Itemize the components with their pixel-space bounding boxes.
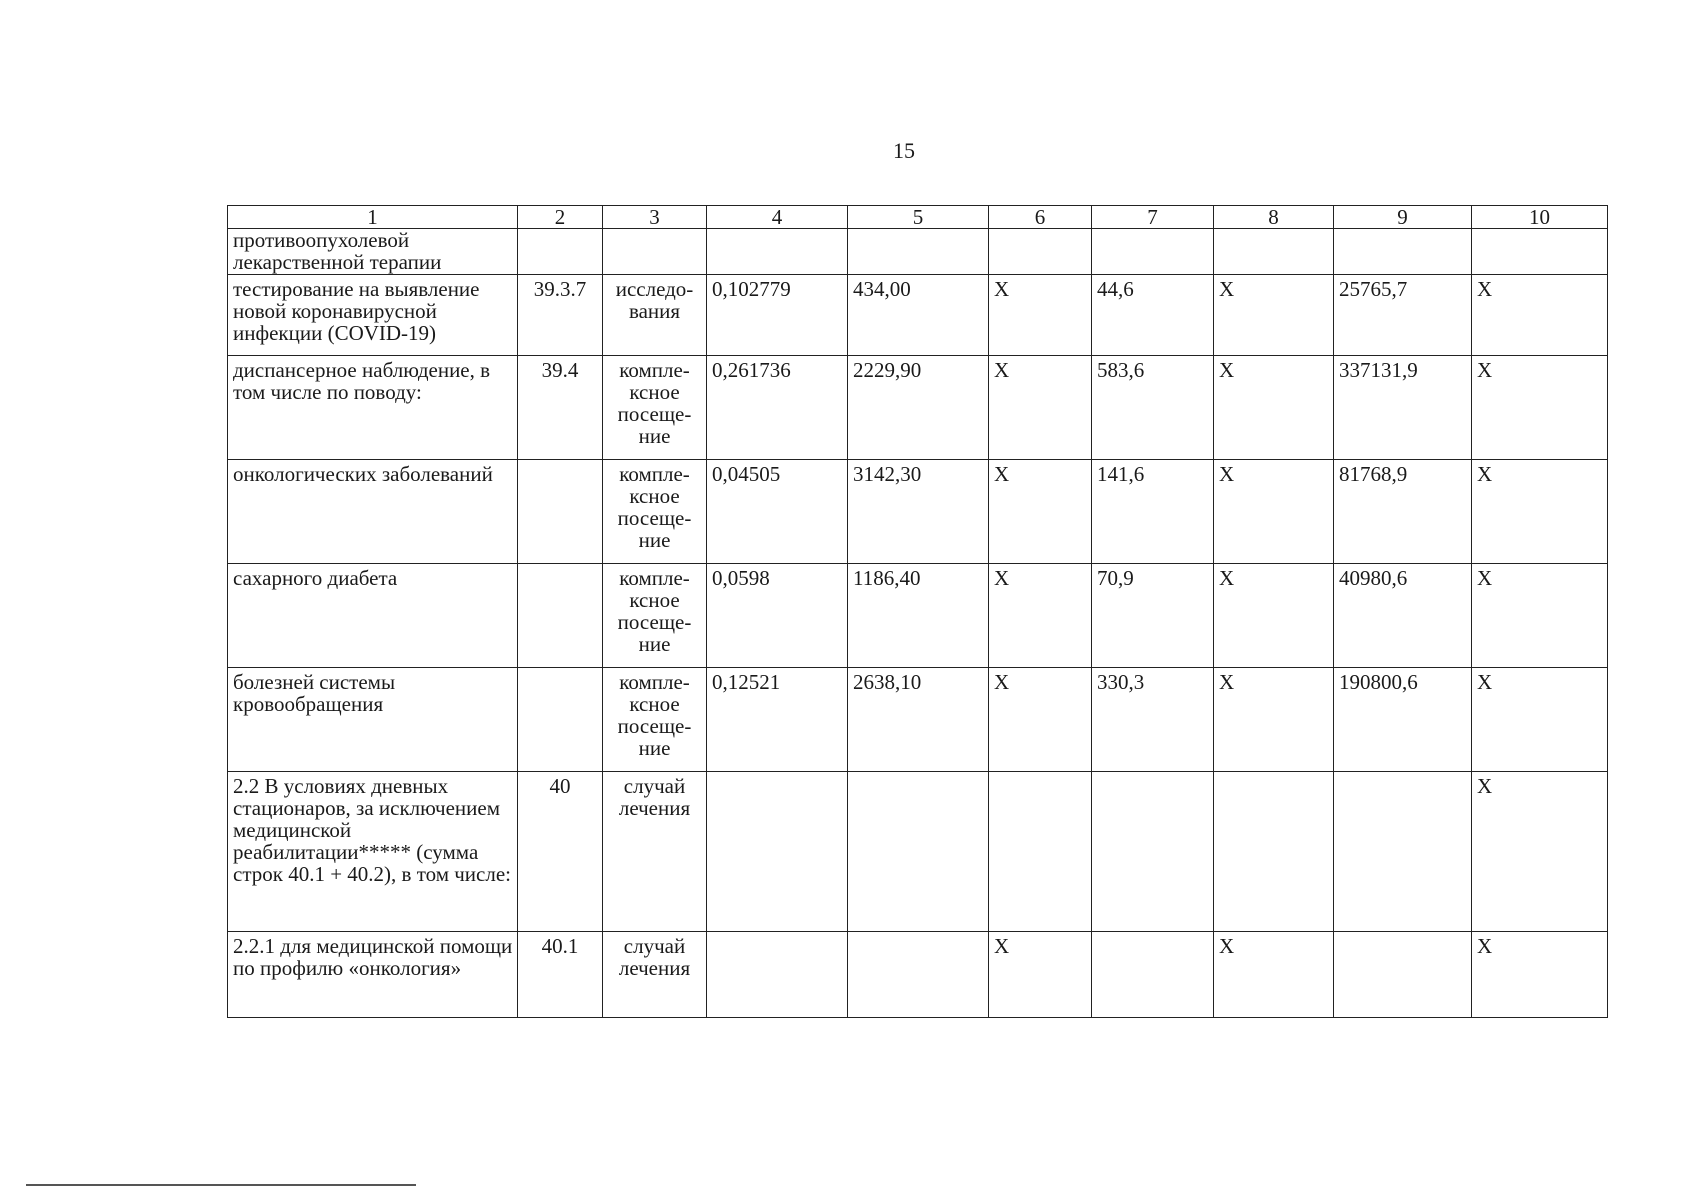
table-row	[228, 932, 1608, 1018]
table-cell: 1186,40	[848, 564, 989, 668]
table-cell: 190800,6	[1334, 668, 1472, 772]
table-row	[228, 229, 1608, 275]
table-cell: 70,9	[1092, 564, 1214, 668]
table-cell: 3142,30	[848, 460, 989, 564]
table-cell: X	[989, 275, 1092, 356]
table-cell: X	[989, 668, 1092, 772]
table-cell: 583,6	[1092, 356, 1214, 460]
header-cell: 3	[603, 206, 707, 229]
table-cell: 337131,9	[1334, 356, 1472, 460]
table-cell	[1214, 229, 1334, 275]
table-cell	[707, 229, 848, 275]
table-cell: тестирование на выявление новой коронавирусной инфекции (COVID-19)	[228, 275, 518, 356]
table-cell: диспансерное наблюдение, в том числе по поводу:	[228, 356, 518, 460]
header-cell: 6	[989, 206, 1092, 229]
table-row	[228, 564, 1608, 668]
table-cell: 44,6	[1092, 275, 1214, 356]
table-cell	[1334, 229, 1472, 275]
table-cell: компле-ксное посеще-ние	[603, 460, 707, 564]
table-cell: онкологических заболеваний	[228, 460, 518, 564]
table-cell: 0,261736	[707, 356, 848, 460]
table-cell: компле-ксное посеще-ние	[603, 668, 707, 772]
table-cell: сахарного диабета	[228, 564, 518, 668]
table-cell	[518, 229, 603, 275]
table-cell: случай лечения	[603, 932, 707, 1018]
table-cell: 0,0598	[707, 564, 848, 668]
table-cell: 330,3	[1092, 668, 1214, 772]
table-cell: 81768,9	[1334, 460, 1472, 564]
table-cell	[1334, 772, 1472, 932]
table-cell: 39.3.7	[518, 275, 603, 356]
table-cell: 40	[518, 772, 603, 932]
table-cell	[848, 772, 989, 932]
table-cell: 434,00	[848, 275, 989, 356]
table-cell	[989, 772, 1092, 932]
table-cell	[848, 932, 989, 1018]
table-cell: X	[989, 356, 1092, 460]
table-row	[228, 356, 1608, 460]
table-cell	[848, 229, 989, 275]
header-cell: 8	[1214, 206, 1334, 229]
table-cell: противоопухолевой лекарственной терапии	[228, 229, 518, 275]
header-cell: 7	[1092, 206, 1214, 229]
table-cell: X	[1472, 460, 1608, 564]
table-cell: 40980,6	[1334, 564, 1472, 668]
header-cell: 4	[707, 206, 848, 229]
table-row	[228, 275, 1608, 356]
table-cell: болезней системы кровообращения	[228, 668, 518, 772]
bottom-rule	[26, 1184, 416, 1186]
table-cell: X	[1472, 772, 1608, 932]
table-cell: 0,102779	[707, 275, 848, 356]
table-cell: случай лечения	[603, 772, 707, 932]
table-cell: X	[989, 460, 1092, 564]
table-cell: X	[1214, 356, 1334, 460]
table-cell	[603, 229, 707, 275]
table-cell: компле-ксное посеще-ние	[603, 564, 707, 668]
table-cell: 25765,7	[1334, 275, 1472, 356]
table-cell	[707, 932, 848, 1018]
table-cell	[518, 460, 603, 564]
table-cell	[1334, 932, 1472, 1018]
table-row	[228, 772, 1608, 932]
table-cell: X	[1214, 932, 1334, 1018]
table-cell: 2229,90	[848, 356, 989, 460]
header-row	[228, 206, 1608, 229]
table-cell: X	[1214, 460, 1334, 564]
table-cell: исследо-вания	[603, 275, 707, 356]
table-cell: 40.1	[518, 932, 603, 1018]
table-cell: X	[1472, 275, 1608, 356]
table-cell: X	[1472, 932, 1608, 1018]
table-cell	[518, 564, 603, 668]
header-cell: 9	[1334, 206, 1472, 229]
table-cell: X	[1472, 564, 1608, 668]
table-cell: X	[1472, 668, 1608, 772]
table-cell	[989, 229, 1092, 275]
table-row	[228, 460, 1608, 564]
table-cell	[1092, 772, 1214, 932]
table-cell: 2.2 В условиях дневных стационаров, за исключением медицинской реабилитации***** (сумма строк 40.1 + 40.2), в том числе:	[228, 772, 518, 932]
table-cell: X	[1214, 275, 1334, 356]
table-cell: X	[1472, 356, 1608, 460]
header-cell: 1	[228, 206, 518, 229]
table-cell	[1092, 932, 1214, 1018]
table-cell	[1214, 772, 1334, 932]
data-table	[227, 205, 1608, 1018]
table-row	[228, 668, 1608, 772]
table-cell: 0,04505	[707, 460, 848, 564]
table-cell: X	[989, 564, 1092, 668]
table-cell	[518, 668, 603, 772]
table-cell	[1092, 229, 1214, 275]
page-number: 15	[893, 138, 915, 163]
header-cell: 2	[518, 206, 603, 229]
table-cell	[1472, 229, 1608, 275]
table-cell: 2.2.1 для медицинской помощи по профилю «онкология»	[228, 932, 518, 1018]
header-cell: 10	[1472, 206, 1608, 229]
table-cell: X	[1214, 668, 1334, 772]
table-cell: X	[989, 932, 1092, 1018]
table-cell: 39.4	[518, 356, 603, 460]
table-cell: 141,6	[1092, 460, 1214, 564]
header-cell: 5	[848, 206, 989, 229]
table-cell: X	[1214, 564, 1334, 668]
table-cell	[707, 772, 848, 932]
table-cell: компле-ксное посеще-ние	[603, 356, 707, 460]
table-cell: 0,12521	[707, 668, 848, 772]
table-cell: 2638,10	[848, 668, 989, 772]
